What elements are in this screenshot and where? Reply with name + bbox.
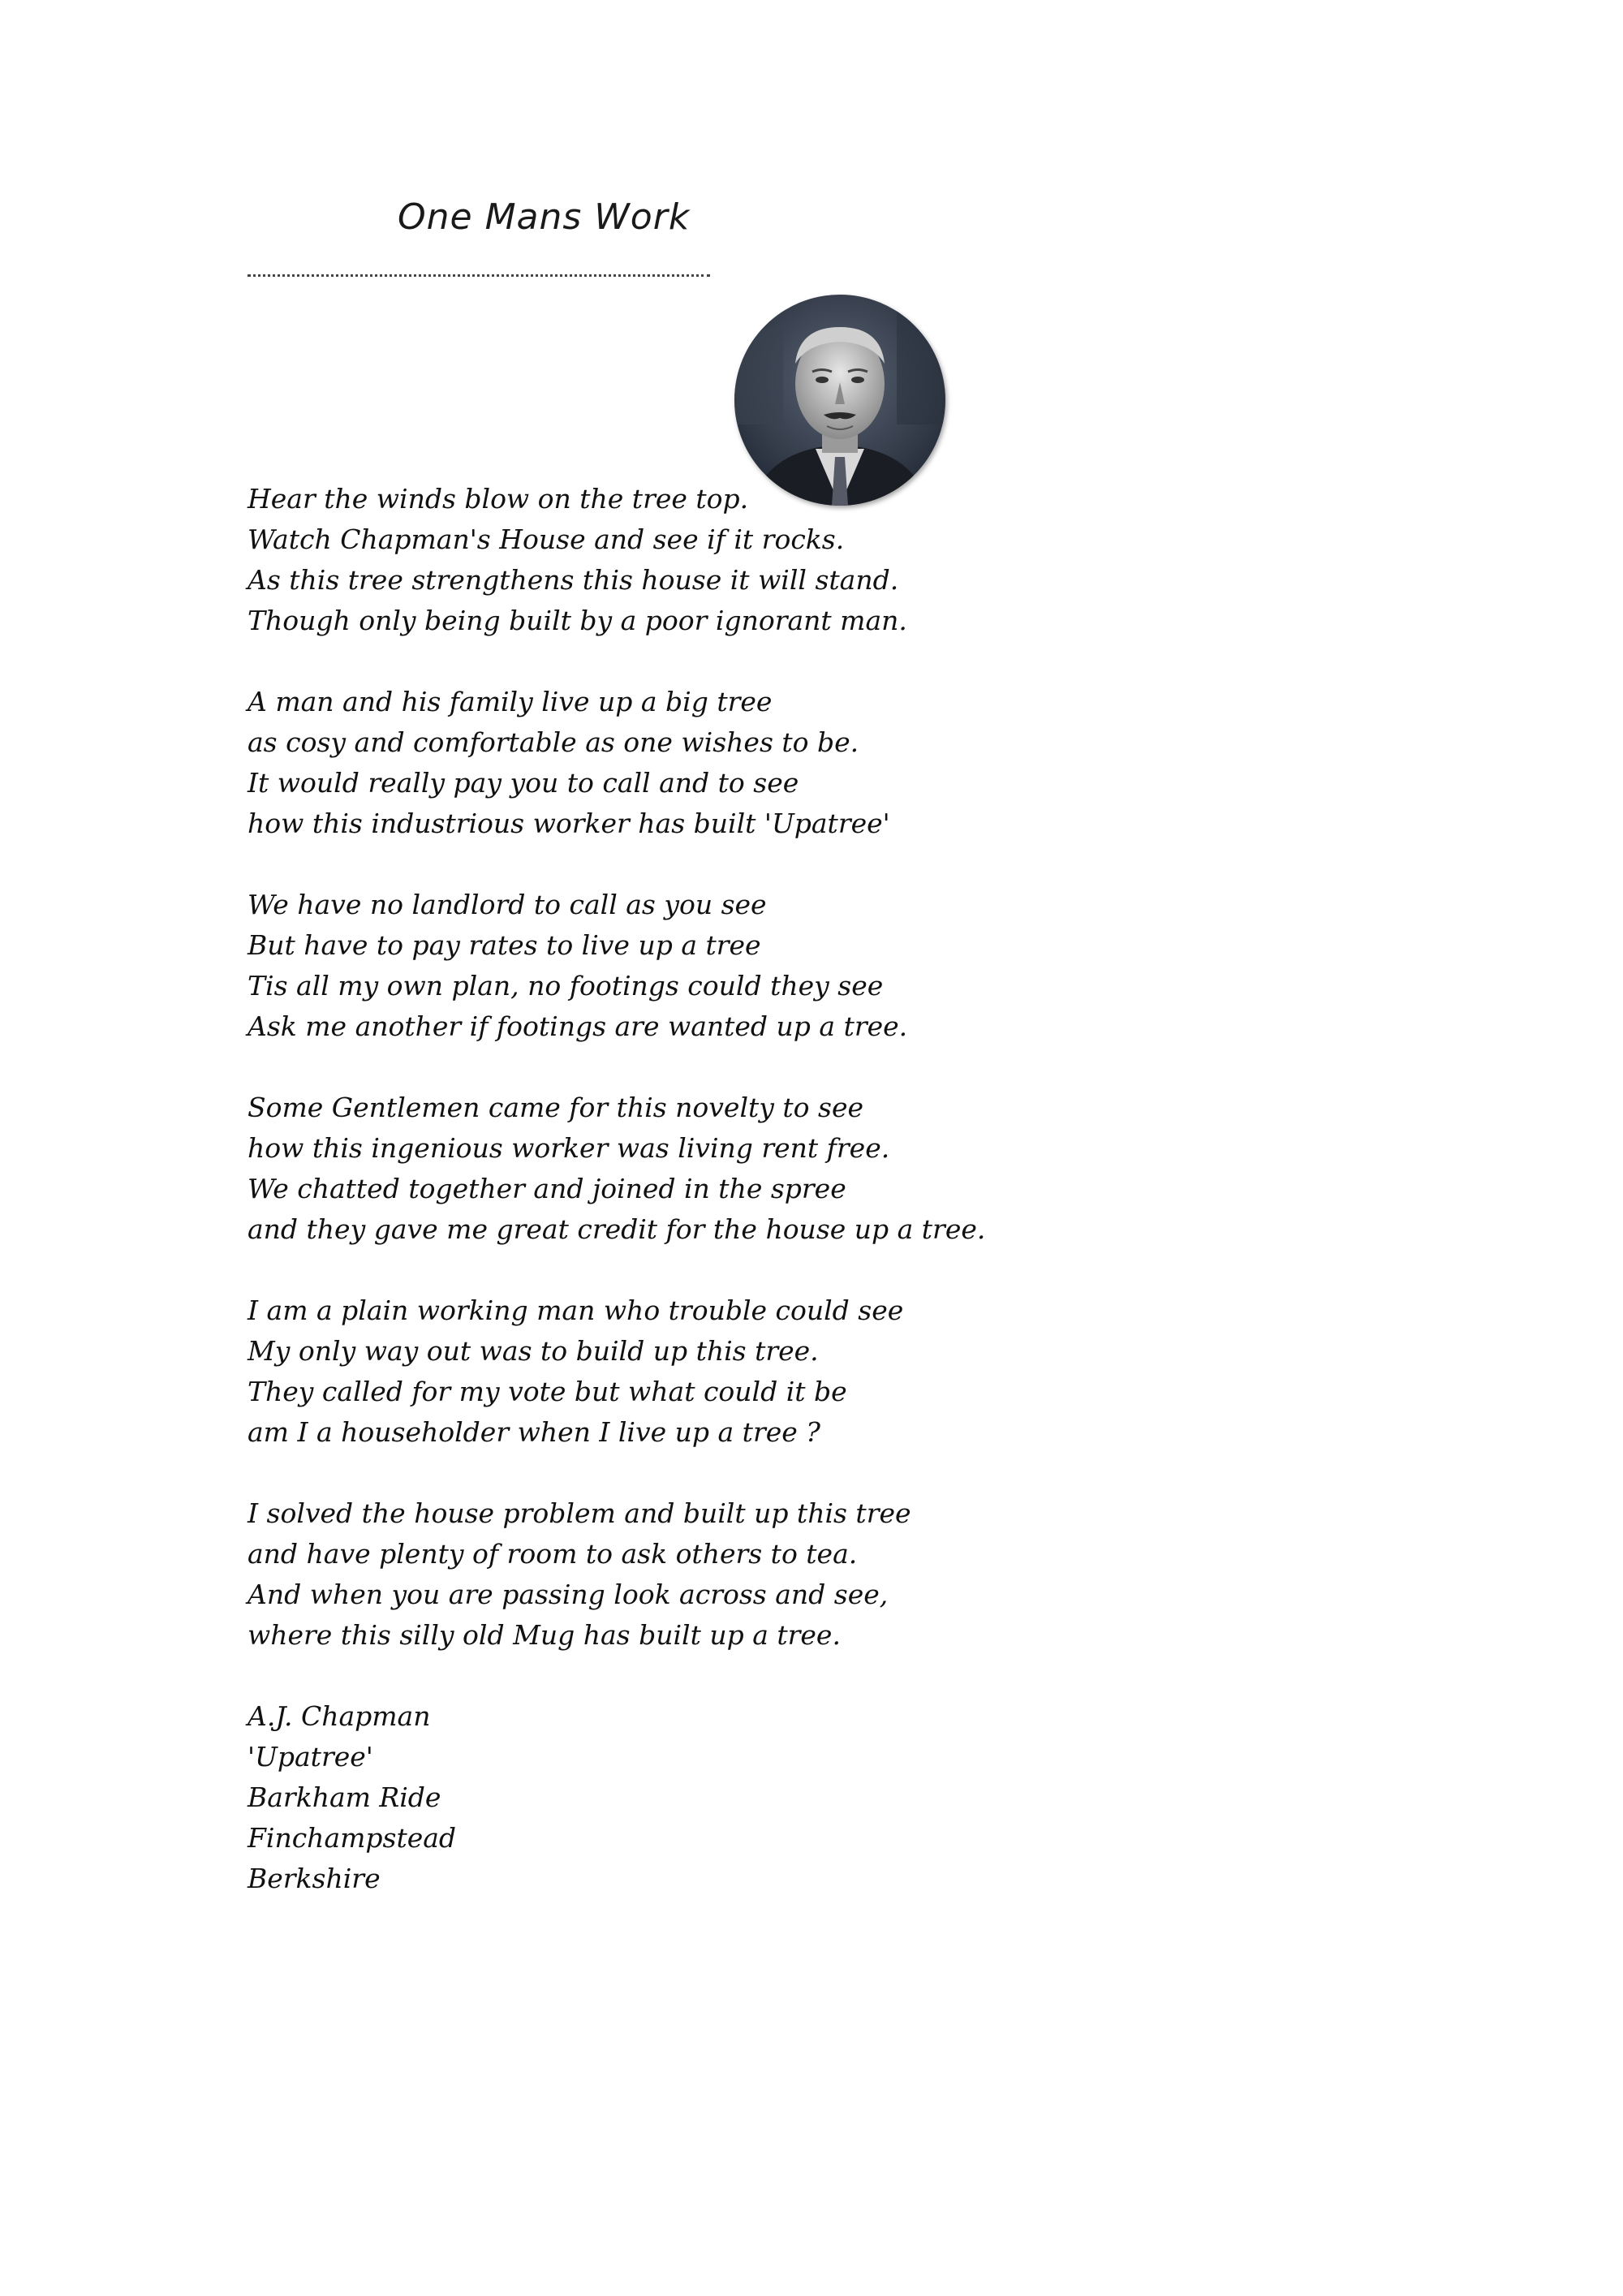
poem-line: As this tree strengthens this house it will stand. xyxy=(248,564,899,596)
poem-line: Some Gentlemen came for this novelty to see xyxy=(248,1092,863,1123)
poem-line: A man and his family live up a big tree xyxy=(248,686,773,717)
portrait-photo xyxy=(734,295,945,506)
stanza xyxy=(248,885,1465,1047)
poem-line: I solved the house problem and built up this tree xyxy=(248,1497,911,1529)
poem-body xyxy=(248,479,1465,1899)
poem-line: They called for my vote but what could it be xyxy=(248,1376,847,1407)
signature-village: Finchampstead xyxy=(248,1822,457,1854)
poem-line: am I a householder when I live up a tree ? xyxy=(248,1416,820,1448)
poem-line: and they gave me great credit for the house up a tree. xyxy=(248,1213,986,1245)
poem-line: and have plenty of room to ask others to tea. xyxy=(248,1538,858,1570)
poem-line: Though only being built by a poor ignorant man. xyxy=(248,605,907,636)
poem-line: Hear the winds blow on the tree top. xyxy=(248,483,749,515)
title-dotted-divider xyxy=(248,274,710,277)
poem-line: how this ingenious worker was living rent free. xyxy=(248,1132,890,1164)
stanza xyxy=(248,682,1465,844)
poem-line: as cosy and comfortable as one wishes to be. xyxy=(248,726,859,758)
poem-line: My only way out was to build up this tree. xyxy=(248,1335,819,1367)
poem-line: We chatted together and joined in the spree xyxy=(248,1173,846,1204)
poem-line: We have no landlord to call as you see xyxy=(248,889,767,920)
poem-line: I am a plain working man who trouble could see xyxy=(248,1294,904,1326)
signature-house: 'Upatree' xyxy=(248,1741,373,1773)
signature-name: A.J. Chapman xyxy=(248,1700,431,1732)
poem-line: But have to pay rates to live up a tree xyxy=(248,929,761,961)
stanza xyxy=(248,479,1465,641)
poem-line: where this silly old Mug has built up a tree. xyxy=(248,1619,841,1651)
stanza xyxy=(248,1493,1465,1656)
signature-county: Berkshire xyxy=(248,1863,381,1894)
poem-line: Tis all my own plan, no footings could they see xyxy=(248,970,884,1002)
poem-title: One Mans Work xyxy=(398,196,691,238)
signature-road: Barkham Ride xyxy=(248,1781,441,1813)
stanza xyxy=(248,1088,1465,1250)
poem-line: And when you are passing look across and see, xyxy=(248,1579,889,1610)
signature-block xyxy=(248,1696,1465,1899)
poem-line: how this industrious worker has built 'Upatree' xyxy=(248,808,890,839)
poem-line: It would really pay you to call and to see xyxy=(248,767,799,799)
stanza xyxy=(248,1290,1465,1453)
poem-line: Watch Chapman's House and see if it rocks. xyxy=(248,523,845,555)
poem-line: Ask me another if footings are wanted up a tree. xyxy=(248,1010,908,1042)
